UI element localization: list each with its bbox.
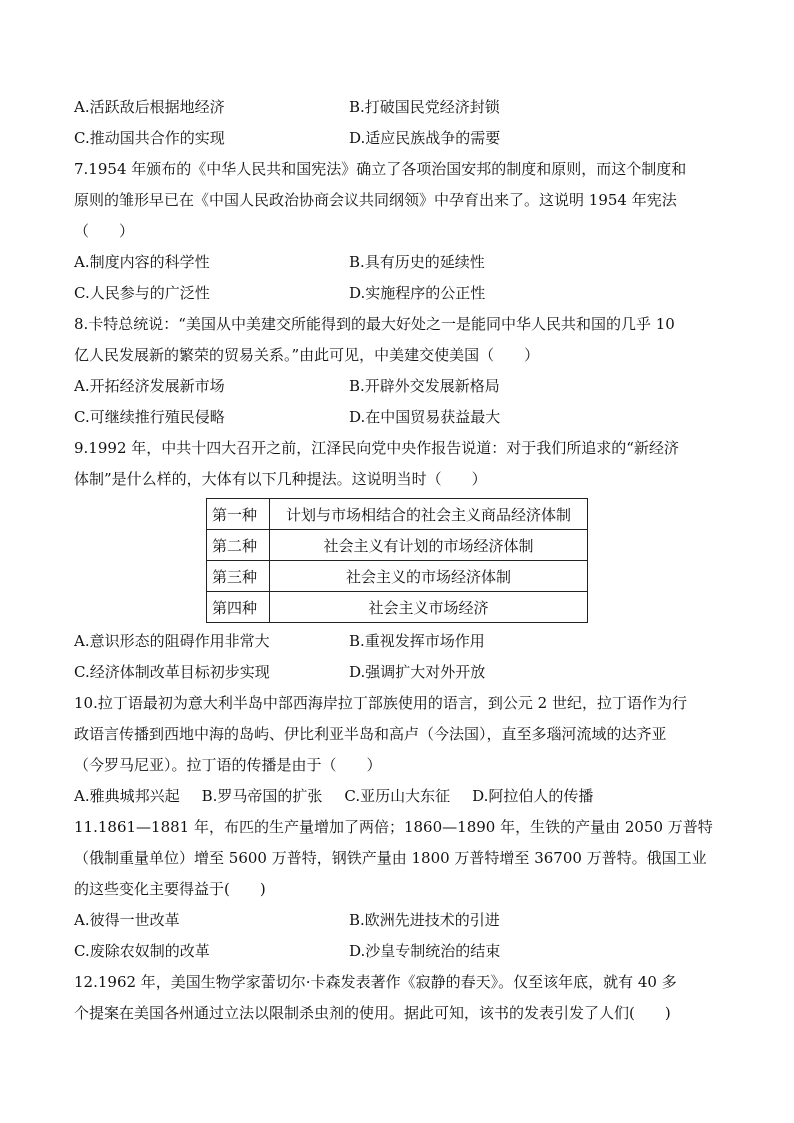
table-row <box>207 499 588 530</box>
q7-option-c: C.人民参与的广泛性 <box>74 284 210 302</box>
q10-stem-line: 10.拉丁语最初为意大利半岛中部西海岸拉丁部族使用的语言，到公元 2 世纪，拉丁语作为行 <box>74 694 687 712</box>
question-8 <box>74 309 724 433</box>
q7-stem-line: （ ） <box>74 222 135 240</box>
question-7 <box>74 154 724 309</box>
question-10 <box>74 688 724 812</box>
q9-schemes-table <box>206 498 588 623</box>
table-row <box>207 530 588 561</box>
q6-options-row-1 <box>74 92 724 123</box>
q6-option-b: B.打破国民党经济封锁 <box>349 98 500 116</box>
exam-page <box>74 92 724 1029</box>
q9-option-b: B.重视发挥市场作用 <box>349 632 485 650</box>
q7-stem-line: 7.1954 年颁布的《中华人民共和国宪法》确立了各项治国安邦的制度和原则，而这个制度和 <box>74 160 687 178</box>
q9-stem-line: 9.1992 年，中共十四大召开之前，江泽民向党中央作报告说道：对于我们所追求的“新经济 <box>74 439 679 457</box>
q12-stem-line: 12.1962 年，美国生物学家蕾切尔·卡森发表著作《寂静的春天》。仅至该年底，就有 40 多 <box>74 973 677 991</box>
q7-options-row-1 <box>74 247 724 278</box>
q9-options-row-1 <box>74 626 724 657</box>
q8-options-row-1 <box>74 371 724 402</box>
q8-option-a: A.开拓经济发展新市场 <box>74 377 225 395</box>
q10-options-row <box>74 781 724 812</box>
q10-stem-line: （今罗马尼亚）。拉丁语的传播是由于（ ） <box>74 756 382 774</box>
q9-options-row-2 <box>74 657 724 688</box>
q8-stem-line: 8.卡特总统说：“美国从中美建交所能得到的最大好处之一是能同中华人民共和国的几乎 10 <box>74 315 675 333</box>
q6-option-c: C.推动国共合作的实现 <box>74 129 225 147</box>
q10-option-c: C.亚历山大东征 <box>344 787 451 805</box>
q11-option-c: C.废除农奴制的改革 <box>74 942 210 960</box>
table-cell-value: 社会主义市场经济 <box>270 592 588 623</box>
table-cell-value: 社会主义的市场经济体制 <box>270 561 588 592</box>
q8-options-row-2 <box>74 402 724 433</box>
question-9 <box>74 433 724 688</box>
table-row <box>207 561 588 592</box>
q6-option-d: D.适应民族战争的需要 <box>349 129 501 147</box>
table-cell-label: 第四种 <box>207 592 270 623</box>
q7-option-d: D.实施程序的公正性 <box>349 284 486 302</box>
q6-option-a: A.活跃敌后根据地经济 <box>74 98 225 116</box>
q7-options-row-2 <box>74 278 724 309</box>
q8-option-d: D.在中国贸易获益最大 <box>349 408 501 426</box>
q7-stem-line: 原则的雏形早已在《中国人民政治协商会议共同纲领》中孕育出来了。这说明 1954 年宪法 <box>74 191 677 209</box>
question-11 <box>74 812 724 967</box>
q11-stem-line: （俄制重量单位）增至 5600 万普特，钢铁产量由 1800 万普特增至 36700 万普特。俄国工业 <box>74 849 707 867</box>
question-12 <box>74 967 724 1029</box>
q8-stem-line: 亿人民发展新的繁荣的贸易关系。”由此可见，中美建交使美国（ ） <box>74 346 540 364</box>
q10-option-a: A.雅典城邦兴起 <box>74 787 180 805</box>
q11-options-row-2 <box>74 936 724 967</box>
q11-option-d: D.沙皇专制统治的结束 <box>349 942 501 960</box>
q11-stem-line: 的这些变化主要得益于( ) <box>74 880 266 898</box>
table-cell-label: 第一种 <box>207 499 270 530</box>
table-cell-label: 第二种 <box>207 530 270 561</box>
q11-options-row-1 <box>74 905 724 936</box>
table-cell-value: 计划与市场相结合的社会主义商品经济体制 <box>270 499 588 530</box>
q12-stem-line: 个提案在美国各州通过立法以限制杀虫剂的使用。据此可知，该书的发表引发了人们( ) <box>74 1004 671 1022</box>
q7-option-b: B.具有历史的延续性 <box>349 253 485 271</box>
table-cell-label: 第三种 <box>207 561 270 592</box>
q8-option-c: C.可继续推行殖民侵略 <box>74 408 225 426</box>
table-row <box>207 592 588 623</box>
q11-option-b: B.欧洲先进技术的引进 <box>349 911 500 929</box>
q11-stem-line: 11.1861—1881 年，布匹的生产量增加了两倍；1860—1890 年，生铁的产量由 2050 万普特 <box>74 818 713 836</box>
q10-option-b: B.罗马帝国的扩张 <box>201 787 323 805</box>
q9-stem-line: 体制”是什么样的，大体有以下几种提法。这说明当时（ ） <box>74 470 487 488</box>
q10-stem-line: 政语言传播到西地中海的岛屿、伊比利亚半岛和高卢（今法国），直至多瑙河流域的达齐亚 <box>74 725 667 743</box>
q6-options-row-2 <box>74 123 724 154</box>
q7-option-a: A.制度内容的科学性 <box>74 253 210 271</box>
q8-option-b: B.开辟外交发展新格局 <box>349 377 500 395</box>
q11-option-a: A.彼得一世改革 <box>74 911 180 929</box>
q9-option-a: A.意识形态的阻碍作用非常大 <box>74 632 270 650</box>
q9-option-d: D.强调扩大对外开放 <box>349 663 486 681</box>
table-cell-value: 社会主义有计划的市场经济体制 <box>270 530 588 561</box>
q10-option-d: D.阿拉伯人的传播 <box>472 787 594 805</box>
q9-option-c: C.经济体制改革目标初步实现 <box>74 663 270 681</box>
